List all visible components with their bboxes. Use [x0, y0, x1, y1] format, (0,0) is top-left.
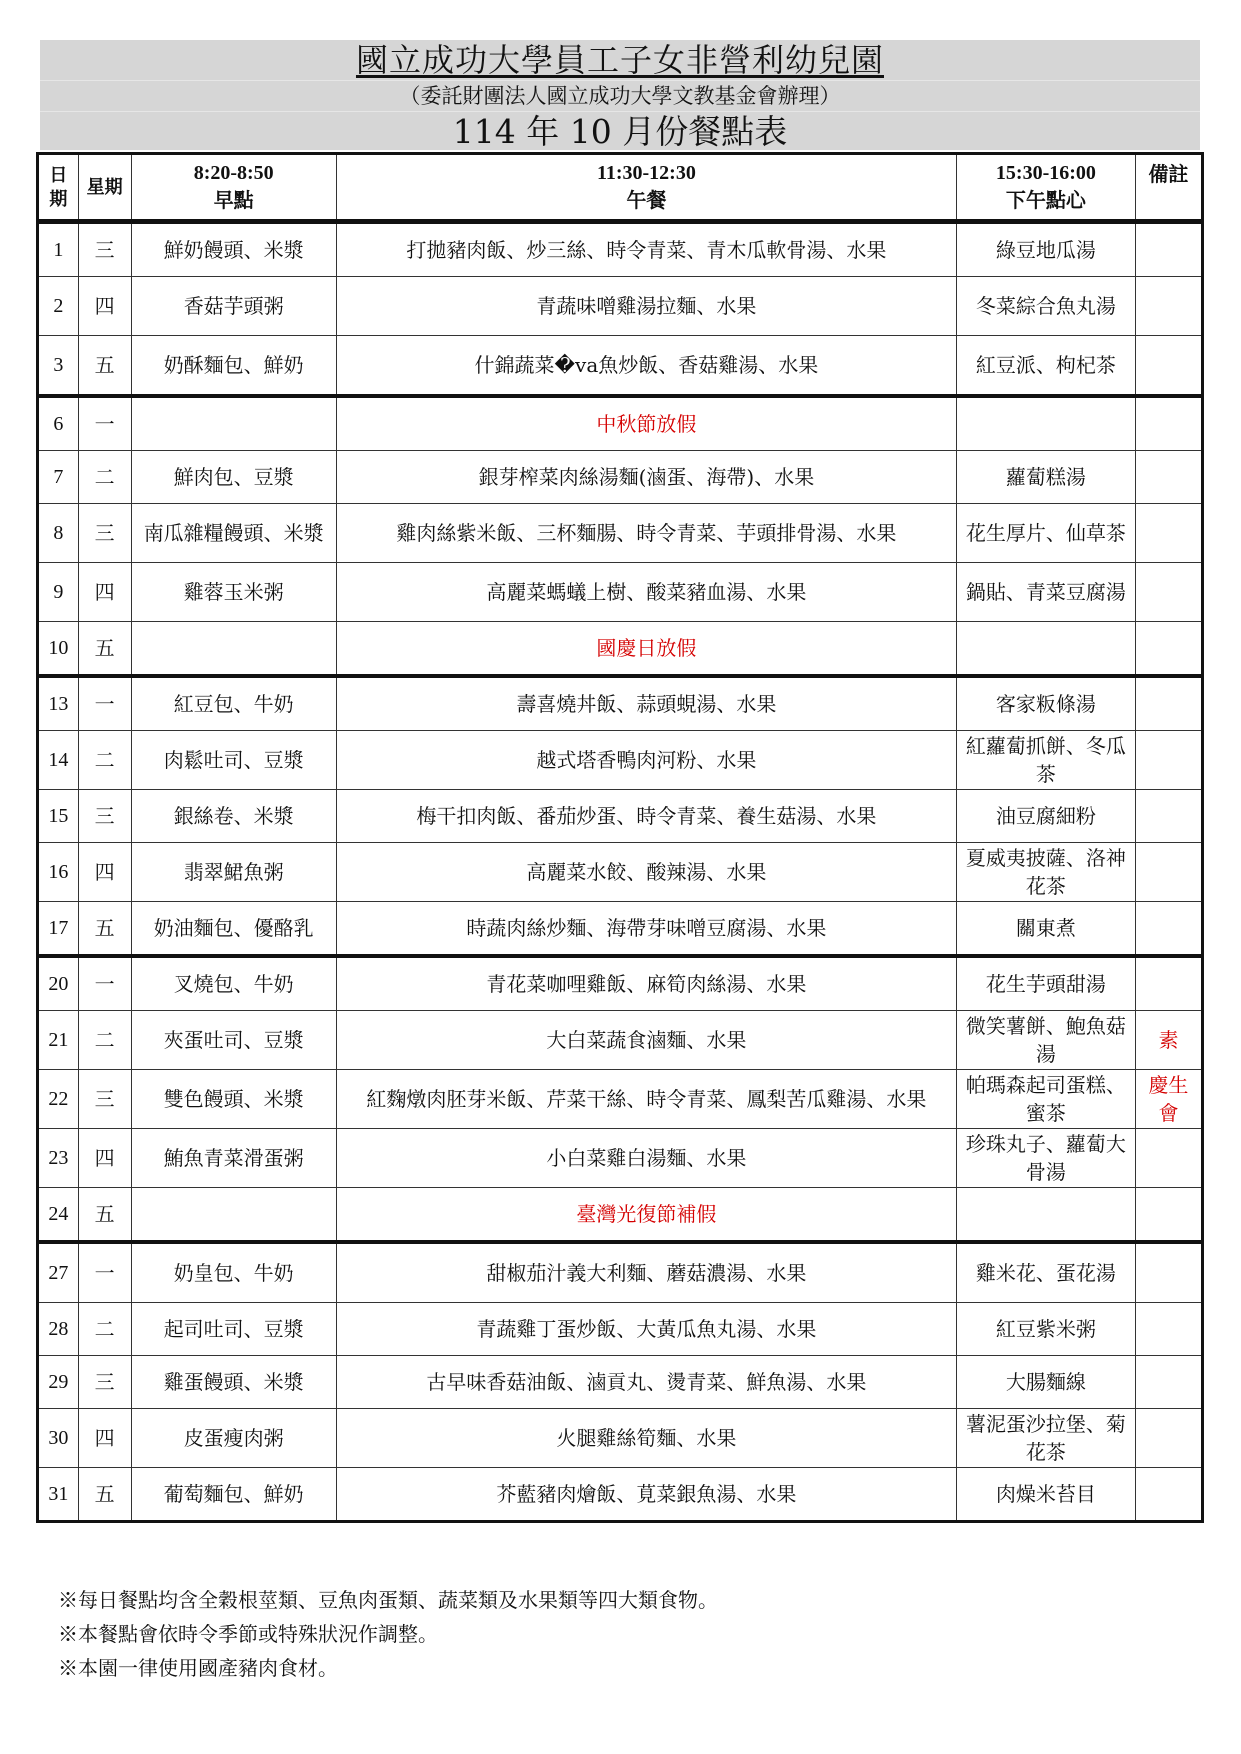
- lunch-cell: 越式塔香鴨肉河粉、水果: [336, 731, 956, 790]
- weekday-cell: 四: [78, 277, 131, 336]
- day-cell: 9: [38, 563, 79, 622]
- day-cell: 7: [38, 451, 79, 504]
- weekday-cell: 五: [78, 622, 131, 677]
- day-cell: 15: [38, 790, 79, 843]
- snack-cell: 鍋貼、青菜豆腐湯: [956, 563, 1135, 622]
- meal-menu-table: [36, 152, 1204, 1523]
- breakfast-cell: 雞蛋饅頭、米漿: [131, 1356, 336, 1409]
- day-cell: 17: [38, 902, 79, 957]
- day-cell: 13: [38, 676, 79, 731]
- note-cell: [1135, 676, 1202, 731]
- table-row: [38, 902, 1203, 957]
- lunch-cell: 中秋節放假: [336, 396, 956, 451]
- footnote: ※本餐點會依時令季節或特殊狀況作調整。: [58, 1622, 438, 1646]
- breakfast-cell: [131, 396, 336, 451]
- weekday-cell: 一: [78, 1242, 131, 1303]
- day-cell: 23: [38, 1129, 79, 1188]
- table-row: [38, 790, 1203, 843]
- snack-time: 15:30-16:00: [995, 162, 1096, 184]
- note-cell: [1135, 843, 1202, 902]
- note-cell: [1135, 1356, 1202, 1409]
- day-cell: 6: [38, 396, 79, 451]
- lunch-cell: 高麗菜水餃、酸辣湯、水果: [336, 843, 956, 902]
- weekday-cell: 二: [78, 1303, 131, 1356]
- lunch-cell: 青蔬味噌雞湯拉麵、水果: [336, 277, 956, 336]
- day-cell: 10: [38, 622, 79, 677]
- snack-cell: [956, 1188, 1135, 1243]
- lunch-time: 11:30-12:30: [596, 162, 696, 184]
- lunch-label: 午餐: [626, 190, 667, 212]
- note-cell: [1135, 504, 1202, 563]
- breakfast-cell: 夾蛋吐司、豆漿: [131, 1011, 336, 1070]
- breakfast-cell: 奶皇包、牛奶: [131, 1242, 336, 1303]
- breakfast-cell: 奶酥麵包、鮮奶: [131, 336, 336, 397]
- weekday-cell: 三: [78, 222, 131, 277]
- note-cell: [1135, 336, 1202, 397]
- snack-cell: 肉燥米苔目: [956, 1468, 1135, 1522]
- snack-cell: 夏威夷披薩、洛神花茶: [956, 843, 1135, 902]
- breakfast-label: 早點: [213, 190, 254, 212]
- lunch-cell: 紅麴燉肉胚芽米飯、芹菜干絲、時令青菜、鳳梨苦瓜雞湯、水果: [336, 1070, 956, 1129]
- weekday-cell: 五: [78, 1188, 131, 1243]
- table-header-row: [38, 154, 1203, 222]
- note-cell: [1135, 1468, 1202, 1522]
- breakfast-cell: [131, 1188, 336, 1243]
- breakfast-cell: 銀絲卷、米漿: [131, 790, 336, 843]
- snack-cell: 花生厚片、仙草茶: [956, 504, 1135, 563]
- note-cell: [1135, 222, 1202, 277]
- day-cell: 20: [38, 956, 79, 1011]
- weekday-cell: 四: [78, 1409, 131, 1468]
- breakfast-cell: 南瓜雜糧饅頭、米漿: [131, 504, 336, 563]
- table-row: [38, 396, 1203, 451]
- snack-cell: 冬菜綜合魚丸湯: [956, 277, 1135, 336]
- table-row: [38, 1242, 1203, 1303]
- menu-month-title: 114 年 10 月份餐點表: [40, 111, 1200, 152]
- table-row: [38, 1129, 1203, 1188]
- menu-body: [38, 222, 1203, 1522]
- snack-cell: 帕瑪森起司蛋糕、蜜茶: [956, 1070, 1135, 1129]
- kindergarten-title: [40, 40, 1200, 80]
- table-row: [38, 1468, 1203, 1522]
- table-row: [38, 1409, 1203, 1468]
- breakfast-cell: 鮮肉包、豆漿: [131, 451, 336, 504]
- note-cell: [1135, 1242, 1202, 1303]
- day-cell: 22: [38, 1070, 79, 1129]
- note-cell: [1135, 790, 1202, 843]
- note-cell: [1135, 451, 1202, 504]
- breakfast-cell: 叉燒包、牛奶: [131, 956, 336, 1011]
- title-text: 國立成功大學員工子女非營利幼兒園: [355, 41, 884, 79]
- snack-cell: 珍珠丸子、蘿蔔大骨湯: [956, 1129, 1135, 1188]
- weekday-cell: 五: [78, 1468, 131, 1522]
- weekday-cell: 五: [78, 336, 131, 397]
- snack-cell: 花生芋頭甜湯: [956, 956, 1135, 1011]
- breakfast-cell: 起司吐司、豆漿: [131, 1303, 336, 1356]
- table-row: [38, 843, 1203, 902]
- breakfast-cell: 雙色饅頭、米漿: [131, 1070, 336, 1129]
- table-row: [38, 277, 1203, 336]
- day-cell: 2: [38, 277, 79, 336]
- lunch-cell: 壽喜燒丼飯、蒜頭蜆湯、水果: [336, 676, 956, 731]
- header-weekday: 星期: [78, 154, 131, 222]
- header-lunch: [336, 154, 956, 222]
- day-cell: 1: [38, 222, 79, 277]
- weekday-cell: 二: [78, 1011, 131, 1070]
- lunch-cell: 國慶日放假: [336, 622, 956, 677]
- table-row: [38, 1188, 1203, 1243]
- breakfast-cell: 葡萄麵包、鮮奶: [131, 1468, 336, 1522]
- day-cell: 8: [38, 504, 79, 563]
- lunch-cell: 青蔬雞丁蛋炒飯、大黃瓜魚丸湯、水果: [336, 1303, 956, 1356]
- table-row: [38, 1303, 1203, 1356]
- lunch-cell: 青花菜咖哩雞飯、麻筍肉絲湯、水果: [336, 956, 956, 1011]
- snack-cell: [956, 622, 1135, 677]
- lunch-cell: 古早味香菇油飯、滷貢丸、燙青菜、鮮魚湯、水果: [336, 1356, 956, 1409]
- weekday-cell: 三: [78, 1356, 131, 1409]
- breakfast-cell: 肉鬆吐司、豆漿: [131, 731, 336, 790]
- lunch-cell: 打拋豬肉飯、炒三絲、時令青菜、青木瓜軟骨湯、水果: [336, 222, 956, 277]
- table-row: [38, 336, 1203, 397]
- table-row: [38, 731, 1203, 790]
- weekday-cell: 四: [78, 843, 131, 902]
- note-cell: [1135, 1303, 1202, 1356]
- document-header: [40, 40, 1200, 150]
- day-cell: 16: [38, 843, 79, 902]
- snack-label: 下午點心: [1005, 190, 1086, 212]
- lunch-cell: 高麗菜螞蟻上樹、酸菜豬血湯、水果: [336, 563, 956, 622]
- snack-cell: 微笑薯餅、鮑魚菇湯: [956, 1011, 1135, 1070]
- breakfast-cell: 奶油麵包、優酪乳: [131, 902, 336, 957]
- weekday-cell: 一: [78, 956, 131, 1011]
- note-cell: [1135, 731, 1202, 790]
- note-cell: [1135, 1409, 1202, 1468]
- note-cell: [1135, 563, 1202, 622]
- breakfast-cell: [131, 622, 336, 677]
- weekday-cell: 四: [78, 1129, 131, 1188]
- breakfast-cell: 鮮奶饅頭、米漿: [131, 222, 336, 277]
- breakfast-cell: 紅豆包、牛奶: [131, 676, 336, 731]
- note-cell: [1135, 1188, 1202, 1243]
- lunch-cell: 時蔬肉絲炒麵、海帶芽味噌豆腐湯、水果: [336, 902, 956, 957]
- snack-cell: 雞米花、蛋花湯: [956, 1242, 1135, 1303]
- snack-cell: 紅豆派、枸杞茶: [956, 336, 1135, 397]
- lunch-cell: 火腿雞絲筍麵、水果: [336, 1409, 956, 1468]
- note-cell: 慶生會: [1135, 1070, 1202, 1129]
- breakfast-cell: 香菇芋頭粥: [131, 277, 336, 336]
- lunch-cell: 甜椒茄汁義大利麵、蘑菇濃湯、水果: [336, 1242, 956, 1303]
- weekday-cell: 三: [78, 1070, 131, 1129]
- snack-cell: 蘿蔔糕湯: [956, 451, 1135, 504]
- table-row: [38, 222, 1203, 277]
- table-row: [38, 451, 1203, 504]
- snack-cell: 綠豆地瓜湯: [956, 222, 1135, 277]
- table-row: [38, 1356, 1203, 1409]
- day-cell: 31: [38, 1468, 79, 1522]
- table-row: [38, 622, 1203, 677]
- table-row: [38, 563, 1203, 622]
- note-cell: [1135, 396, 1202, 451]
- note-cell: [1135, 902, 1202, 957]
- header-snack: [956, 154, 1135, 222]
- header-note: 備註: [1135, 154, 1202, 222]
- snack-cell: 關東煮: [956, 902, 1135, 957]
- header-breakfast: [131, 154, 336, 222]
- weekday-cell: 二: [78, 451, 131, 504]
- weekday-cell: 五: [78, 902, 131, 957]
- table-row: [38, 1011, 1203, 1070]
- weekday-cell: 三: [78, 790, 131, 843]
- footnotes: [58, 1583, 718, 1685]
- footnote: ※本園一律使用國產豬肉食材。: [58, 1656, 338, 1680]
- day-cell: 21: [38, 1011, 79, 1070]
- weekday-cell: 二: [78, 731, 131, 790]
- day-cell: 30: [38, 1409, 79, 1468]
- weekday-cell: 一: [78, 396, 131, 451]
- day-cell: 27: [38, 1242, 79, 1303]
- lunch-cell: 小白菜雞白湯麵、水果: [336, 1129, 956, 1188]
- breakfast-cell: 皮蛋瘦肉粥: [131, 1409, 336, 1468]
- lunch-cell: 銀芽榨菜肉絲湯麵(滷蛋、海帶)、水果: [336, 451, 956, 504]
- snack-cell: 客家粄條湯: [956, 676, 1135, 731]
- snack-cell: 紅蘿蔔抓餅、冬瓜茶: [956, 731, 1135, 790]
- day-cell: 14: [38, 731, 79, 790]
- table-row: [38, 504, 1203, 563]
- subtitle: （委託財團法人國立成功大學文教基金會辦理）: [40, 80, 1200, 111]
- lunch-cell: 雞肉絲紫米飯、三杯麵腸、時令青菜、芋頭排骨湯、水果: [336, 504, 956, 563]
- table-row: [38, 676, 1203, 731]
- footnote: ※每日餐點均含全穀根莖類、豆魚肉蛋類、蔬菜類及水果類等四大類食物。: [58, 1588, 718, 1612]
- day-cell: 29: [38, 1356, 79, 1409]
- snack-cell: 薯泥蛋沙拉堡、菊花茶: [956, 1409, 1135, 1468]
- snack-cell: 油豆腐細粉: [956, 790, 1135, 843]
- header-day: 日期: [38, 154, 79, 222]
- breakfast-cell: 雞蓉玉米粥: [131, 563, 336, 622]
- day-cell: 24: [38, 1188, 79, 1243]
- note-cell: [1135, 277, 1202, 336]
- snack-cell: 大腸麵線: [956, 1356, 1135, 1409]
- note-cell: [1135, 956, 1202, 1011]
- table-row: [38, 956, 1203, 1011]
- lunch-cell: 什錦蔬菜�va魚炒飯、香菇雞湯、水果: [336, 336, 956, 397]
- breakfast-time: 8:20-8:50: [193, 162, 274, 184]
- weekday-cell: 一: [78, 676, 131, 731]
- lunch-cell: 大白菜蔬食滷麵、水果: [336, 1011, 956, 1070]
- day-cell: 28: [38, 1303, 79, 1356]
- note-cell: [1135, 622, 1202, 677]
- day-cell: 3: [38, 336, 79, 397]
- weekday-cell: 三: [78, 504, 131, 563]
- note-cell: 素: [1135, 1011, 1202, 1070]
- weekday-cell: 四: [78, 563, 131, 622]
- table-row: [38, 1070, 1203, 1129]
- lunch-cell: 臺灣光復節補假: [336, 1188, 956, 1243]
- breakfast-cell: 鮪魚青菜滑蛋粥: [131, 1129, 336, 1188]
- lunch-cell: 芥藍豬肉燴飯、莧菜銀魚湯、水果: [336, 1468, 956, 1522]
- snack-cell: [956, 396, 1135, 451]
- breakfast-cell: 翡翠鮶魚粥: [131, 843, 336, 902]
- note-cell: [1135, 1129, 1202, 1188]
- snack-cell: 紅豆紫米粥: [956, 1303, 1135, 1356]
- lunch-cell: 梅干扣肉飯、番茄炒蛋、時令青菜、養生菇湯、水果: [336, 790, 956, 843]
